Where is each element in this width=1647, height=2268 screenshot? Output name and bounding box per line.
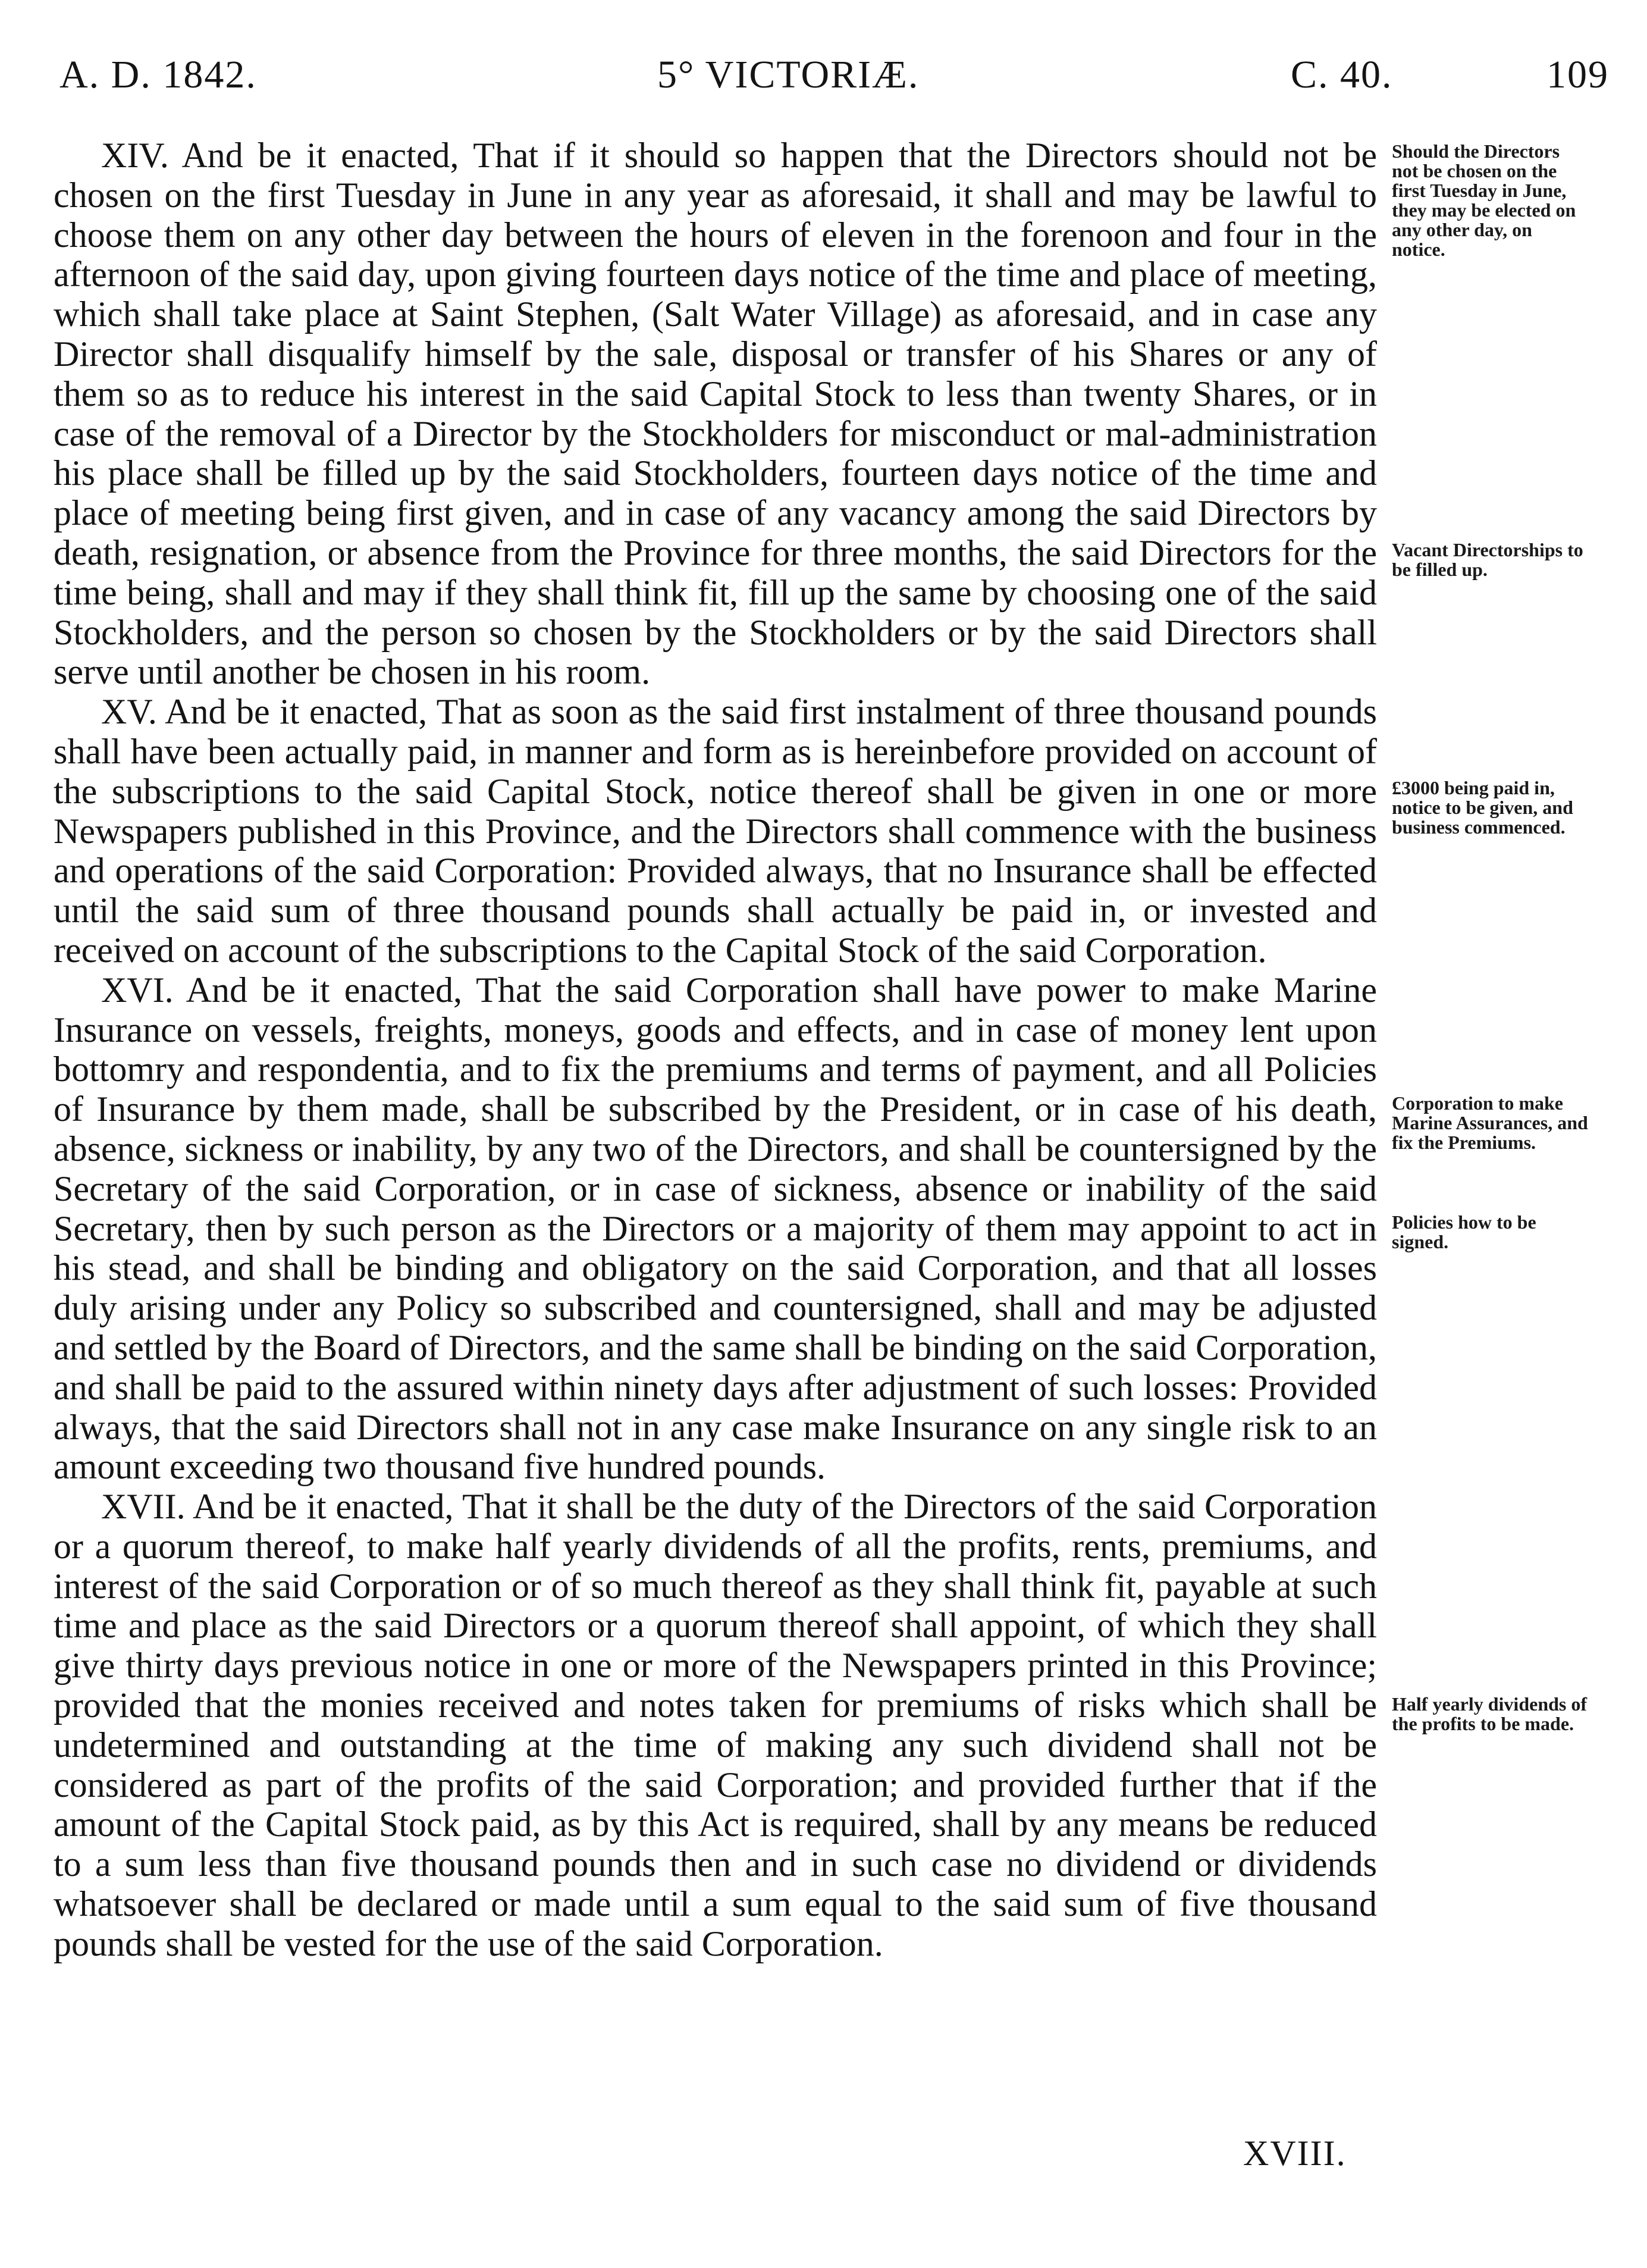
header-year: A. D. 1842. (59, 53, 257, 96)
main-text (54, 136, 1377, 1964)
header-chapter: C. 40. (1291, 53, 1393, 96)
section-xvi: XVI. And be it enacted, That the said Corporation shall have power to make Marine Insurance on vessels, freights, moneys, goods and effects, and in case of money lent upon bottomry and respondentia, and to fix the premiums and terms of payment, and all Policies of Insurance by them made, shall be subscribed by the President, or in case of his death, absence, sickness or inability, by any two of the Directors, and shall be countersigned by the Secretary of the said Corporation, or in case of sickness, absence or inability of the said Secretary, then by such person as the Directors or a majority of them may appoint to act in his stead, and shall be binding and obligatory on the said Corporation, and that all losses duly arising under any Policy so subscribed and countersigned, shall and may be adjusted and settled by the Board of Directors, and the same shall be binding on the said Corporation, and shall be paid to the assured within ninety days after adjustment of such losses: Provided always, that the said Directors shall not in any case make Insurance on any single risk to an amount exceeding two thousand five hundred pounds. (54, 970, 1377, 1487)
margin-note-policies-signed: Policies how to be signed. (1392, 1211, 1536, 1252)
margin-note-marine-assurances: Corporation to make Marine Assurances, and fix the Premiums. (1392, 1092, 1588, 1153)
margin-note-business-commenced: £3000 being paid in, notice to be given, and business commenced. (1392, 777, 1573, 838)
margin-note-vacant-directorships: Vacant Directorships to be filled up. (1392, 539, 1583, 580)
catchword: XVIII. (1243, 2134, 1347, 2173)
page-number: 109 (1546, 53, 1609, 96)
section-xv: XV. And be it enacted, That as soon as the said first instalment of three thousand pounds shall have been actually paid, in manner and form as is hereinbefore provided on account of the subscriptions to the said Capital Stock, notice thereof shall be given in one or more Newspapers published in this Province, and the Directors shall commence with the business and operations of the said Corporation: Provided always, that no Insurance shall be effected until the said sum of three thousand pounds shall actually be paid in, or invested and received on account of the subscriptions to the Capital Stock of the said Corporation. (54, 692, 1377, 970)
running-header (54, 52, 1609, 118)
section-xiv: XIV. And be it enacted, That if it should so happen that the Directors should not be chosen on the first Tuesday in June in any year as aforesaid, it shall and may be lawful to choose them on any other day between the hours of eleven in the forenoon and four in the afternoon of the said day, upon giving fourteen days notice of the time and place of meeting, which shall take place at Saint Stephen, (Salt Water Village) as aforesaid, and in case any Director shall disqualify himself by the sale, disposal or transfer of his Shares or any of them so as to reduce his interest in the said Capital Stock to less than twenty Shares, or in case of the removal of a Director by the Stockholders for misconduct or mal-administration his place shall be filled up by the said Stockholders, fourteen days notice of the time and place of meeting being first given, and in case of any vacancy among the said Directors by death, resignation, or absence from the Province for three months, the said Directors for the time being, shall and may if they shall think fit, fill up the same by choosing one of the said Stockholders, and the person so chosen by the Stockholders or by the said Directors shall serve until another be chosen in his room. (54, 136, 1377, 692)
margin-note-dividends: Half yearly dividends of the profits to be made. (1392, 1693, 1588, 1734)
margin-note-directors-election: Should the Directors not be chosen on the first Tuesday in June, they may be elected on any other day, on notice. (1392, 140, 1576, 260)
header-reign: 5° VICTORIÆ. (657, 53, 920, 96)
section-xvii: XVII. And be it enacted, That it shall be the duty of the Directors of the said Corporation or a quorum thereof, to make half yearly dividends of all the profits, rents, premiums, and interest of the said Corporation or of so much thereof as they shall think fit, payable at such time and place as the said Directors or a quorum thereof shall appoint, of which they shall give thirty days previous notice in one or more of the Newspapers printed in this Province; provided that the monies received and notes taken for premiums of risks which shall be undetermined and outstanding at the time of making any such dividend shall not be considered as part of the profits of the said Corporation; and provided further that if the amount of the Capital Stock paid, as by this Act is required, shall by any means be reduced to a sum less than five thousand pounds then and in such case no dividend or dividends whatsoever shall be declared or made until a sum equal to the said sum of five thousand pounds shall be vested for the use of the said Corporation. (54, 1487, 1377, 1963)
